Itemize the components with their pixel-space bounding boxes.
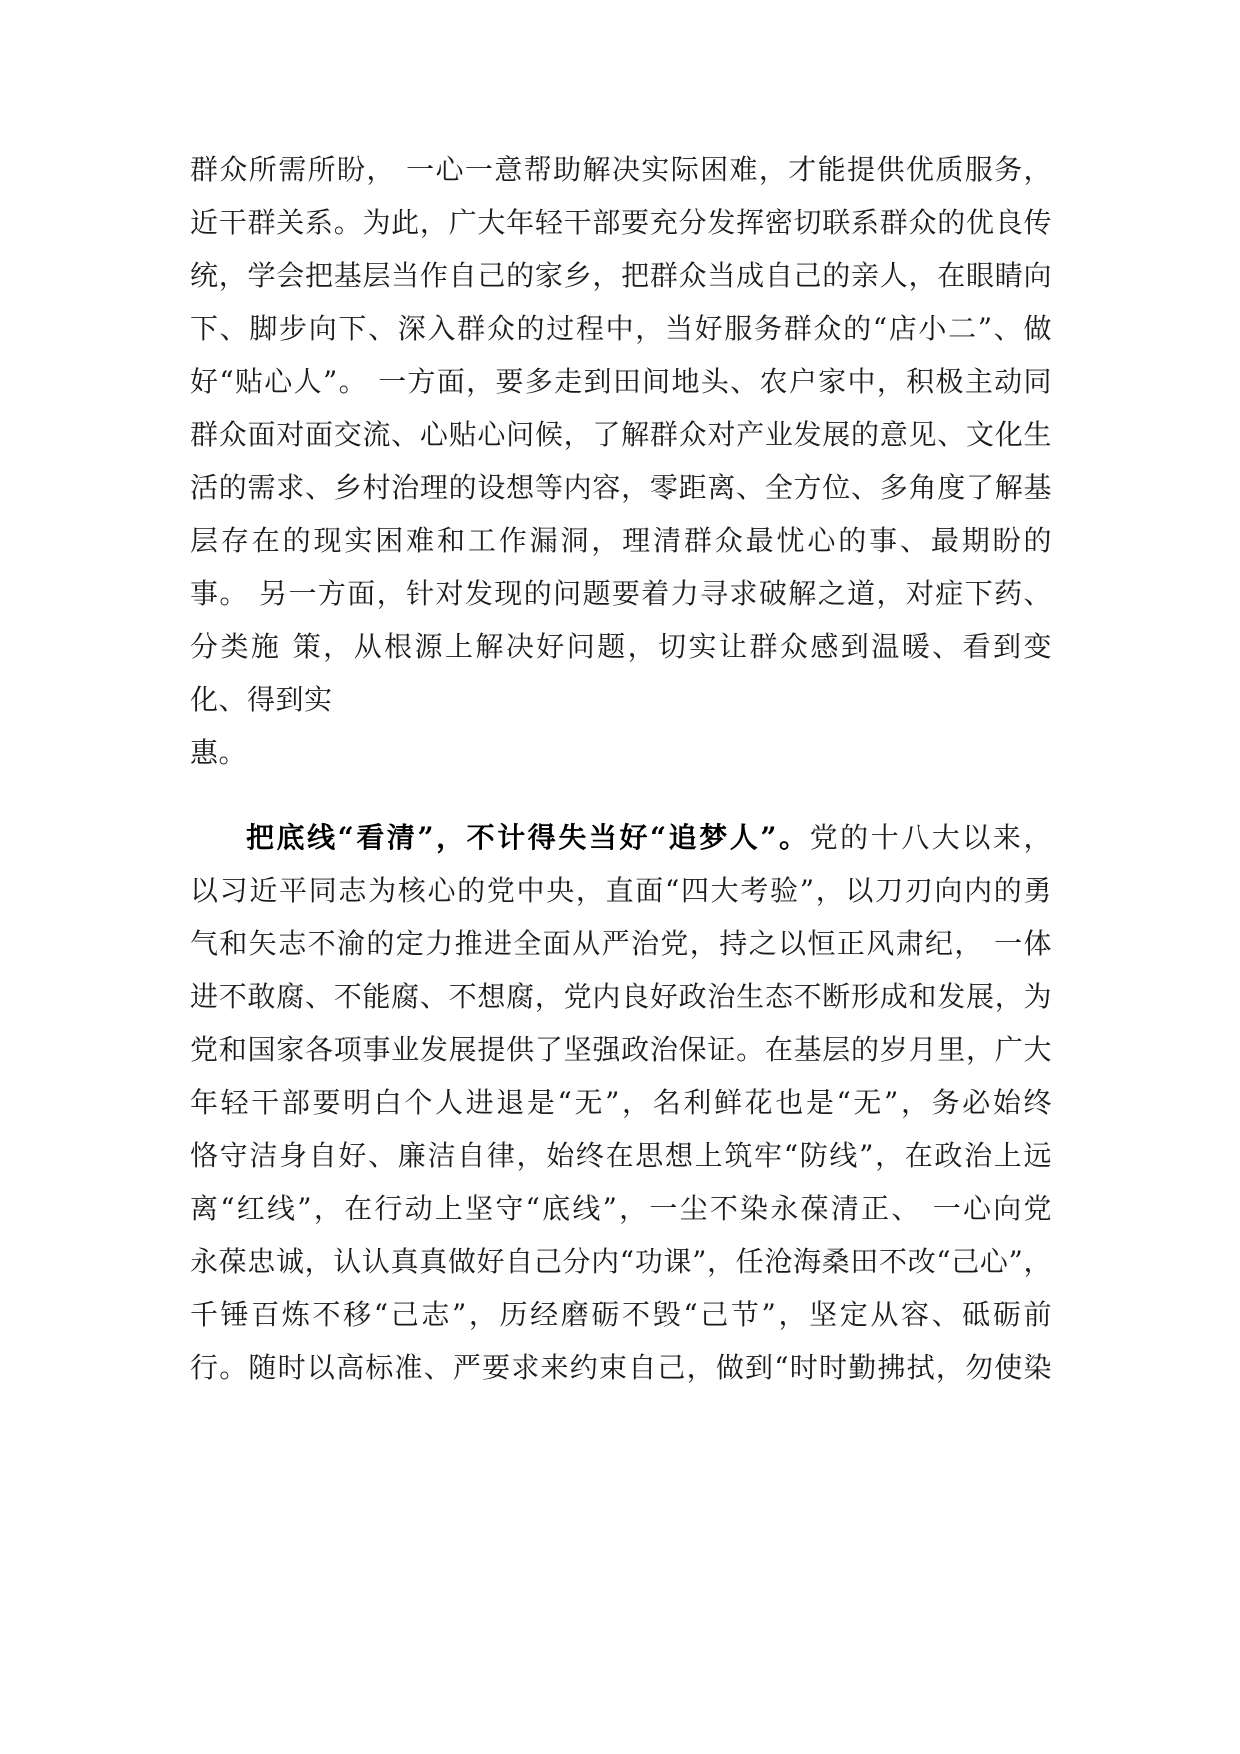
paragraph-1-line: 好“贴心人”。 一方面，要多走到田间地头、农户家中，积极主动同 (190, 365, 1052, 398)
paragraph-1-line: 群众所需所盼， 一心一意帮助解决实际困难，才能提供优质服务， (190, 153, 1052, 186)
paragraph-2-line: 党和国家各项事业发展提供了坚强政治保证。在基层的岁月里，广大 (190, 1033, 1052, 1066)
paragraph-2-line: 行。随时以高标准、严要求来约束自己，做到“时时勤拂拭，勿使染 (190, 1351, 1052, 1384)
paragraph-2-line: 离“红线”，在行动上坚守“底线”，一尘不染永葆清正、 一心向党 (190, 1192, 1052, 1225)
paragraph-1-line: 事。 另一方面，针对发现的问题要着力寻求破解之道，对症下药、 (190, 577, 1052, 610)
paragraph-1-line: 惠。 (190, 736, 248, 769)
paragraph-1-line: 化、得到实 (190, 683, 333, 716)
paragraph-1-line: 下、脚步向下、深入群众的过程中，当好服务群众的“店小二”、做 (190, 312, 1052, 345)
paragraph-2-first-line (246, 818, 1052, 858)
paragraph-2-line: 以习近平同志为核心的党中央，直面“四大考验”，以刀刃向内的勇 (190, 874, 1052, 907)
paragraph-1-line: 统，学会把基层当作自己的家乡，把群众当成自己的亲人，在眼睛向 (190, 259, 1052, 292)
paragraph-2-first-line-text: 党的十八大以来， (809, 821, 1052, 854)
paragraph-2-line: 进不敢腐、不能腐、不想腐，党内良好政治生态不断形成和发展，为 (190, 980, 1052, 1013)
paragraph-1-line: 分类施 策，从根源上解决好问题，切实让群众感到温暖、看到变 (190, 630, 1052, 663)
section-heading: 把底线“看清”，不计得失当好“追梦人”。 (246, 821, 810, 854)
paragraph-1-line: 层存在的现实困难和工作漏洞，理清群众最忧心的事、最期盼的 (190, 524, 1052, 557)
paragraph-2-line: 年轻干部要明白个人进退是“无”，名利鲜花也是“无”，务必始终 (190, 1086, 1052, 1119)
paragraph-2-line: 恪守洁身自好、廉洁自律，始终在思想上筑牢“防线”，在政治上远 (190, 1139, 1052, 1172)
paragraph-1-line: 近干群关系。为此，广大年轻干部要充分发挥密切联系群众的优良传 (190, 206, 1052, 239)
paragraph-2-line: 永葆忠诚，认认真真做好自己分内“功课”，任沧海桑田不改“己心”， (190, 1245, 1052, 1278)
paragraph-2-line: 气和矢志不渝的定力推进全面从严治党，持之以恒正风肃纪， 一体 (190, 927, 1052, 960)
paragraph-2-line: 千锤百炼不移“己志”，历经磨砺不毁“己节”，坚定从容、砥砺前 (190, 1298, 1052, 1331)
paragraph-1-line: 活的需求、乡村治理的设想等内容，零距离、全方位、多角度了解基 (190, 471, 1052, 504)
paragraph-1-line: 群众面对面交流、心贴心问候，了解群众对产业发展的意见、文化生 (190, 418, 1052, 451)
